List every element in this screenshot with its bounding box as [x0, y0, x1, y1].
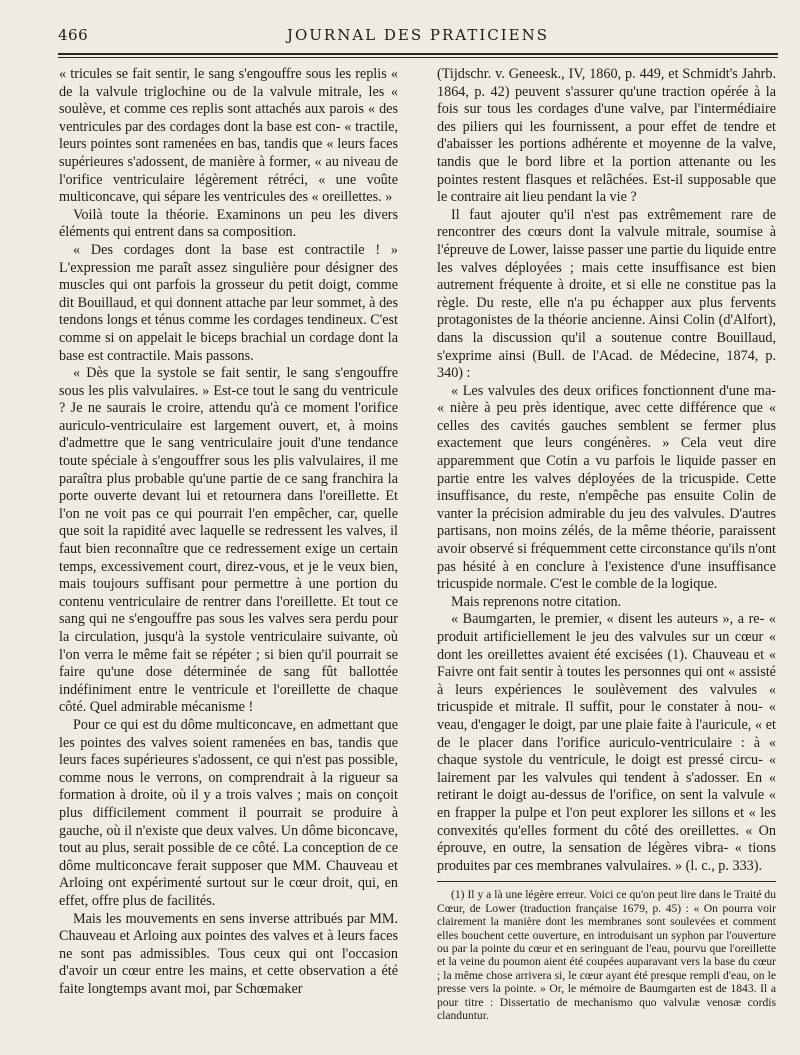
footnote-rule — [437, 881, 776, 882]
footnote: (1) Il y a là une légère erreur. Voici ce qu'on peut lire dans le Traité du Cœur, de Lower (traduction française 1679, p. 45) : « On pourra voir clairement la manière dont les membranes sont soulevées et comment elles bouchent cette ouverture, en introduisant un syphon par l'ouverture ou par la pointe du cœur et en seringuant de l'eau, pourvu que l'oreillette et la veine du poumon aient été coupées auparavant vers la base du cœur ; la même chose arrivera si, le cœur ayant été presque rempli d'eau, on le presse vers la pointe. » Or, le mémoire de Baumgarten est de 1843. Il a pour titre : Dissertatio de mechanismo quo valvulæ venosæ cordis clanduntur. — [437, 888, 776, 1022]
footnotes — [437, 888, 776, 1022]
journal-title: JOURNAL DES PRATICIENS — [286, 26, 550, 44]
paragraph: « tricules se fait sentir, le sang s'engouffre sous les replis « de la valvule triglochine ou de la valvule mitrale, les « soulève, et comme ces replis sont attachés aux parois « des ventricules par des cordages dont la base est con- « tractile, leurs pointes sont ramenées en bas, tandis que « leurs faces supérieures s'adossent, de manière à former, « au niveau de l'orifice ventriculaire légèrement rétréci, « une voûte multiconcave, qui sépare les ventricules des « oreillettes. » — [59, 66, 398, 206]
paragraph: Mais reprenons notre citation. — [451, 593, 622, 610]
paragraph: « Baumgarten, le premier, « disent les auteurs », a re- « produit artificiellement le jeu des valvules sur un cœur « dont les oreillettes avaient été excisées (1). Chauveau et « Faivre ont fait sentir à toutes les personnes qui ont « assisté à leurs expériences le soulèvement des valvules « tricuspide et mitrale. Il suffit, pour le constater à nou- « veau, d'engager le doigt, par une plaie faite à l'auricule, « et de le placer dans l'orifice auriculo-ventriculaire : à « chaque systole du ventricule, le doigt est pressé circu- « lairement par les valvules qui tendent à s'adosser. En « retirant le doigt au-dessus de l'orifice, on sent la valvule « en frapper la pulpe et l'on peut explorer les sillons et « les convexités qu'elles forment du côté des oreillettes. « On éprouve, en outre, la sensation de légères vibra- « tions produites par ces membranes valvulaires. » (l. c., p. 333). — [437, 611, 776, 874]
header-rule — [58, 53, 778, 55]
right-column — [437, 66, 776, 1022]
paragraph: Pour ce qui est du dôme multiconcave, en admettant que les pointes des valves soient ramenées en bas, tandis que leurs faces supérieures s'adossent, ce qui n'est pas possible, comme nous le verrons, on comprendrait à la rigueur sa formation à droite, où il y a trois valves ; mais on conçoit plus difficilement comment il pourrait se produire à gauche, où il n'existe que deux valves. Un dôme biconcave, tout au plus, serait possible de ce côté. La conception de ce dôme multiconcave ferait supposer que MM. Chauveau et Arloing ont expérimenté surtout sur le cœur droit, qui, en effet, offre plus de facilités. — [59, 716, 398, 909]
left-column — [59, 66, 398, 998]
paragraph: « Des cordages dont la base est contractile ! » L'expression me paraît assez singulière pour désigner des muscles qui ont parfois la grosseur du petit doigt, comme dit Bouillaud, et qui donnent attache par leur sommet, à des tendons longs et ténus comme les cordages tendineux. C'est comme si on appelait le biceps brachial un cordage dont la base est contractile. Mais passons. — [59, 241, 398, 364]
paragraph: (Tijdschr. v. Geneesk., IV, 1860, p. 449, et Schmidt's Jahrb. 1864, p. 42) peuvent s'assurer qu'une traction opérée à la fois sur tous les cordages d'une valve, par l'intermédiaire des piliers qui les fournissent, a pour effet de tendre et d'abaisser les portions adhérente et moyenne de la valve, tandis que le bord libre et la portion attenante ou les pointes restent flasques et relâchées. Est-il supposable que le contraire ait lieu pendant la vie ? — [437, 66, 776, 206]
paragraph: Il faut ajouter qu'il n'est pas extrêmement rare de rencontrer des cœurs dont la valvule mitrale, soumise à l'épreuve de Lower, laisse passer une partie du liquide entre les valves déployées ; mais cette insuffisance est bien autrement fréquente à droite, et si elle ne constitue pas la règle. Du reste, elle n'a pu échapper aux plus fervents protagonistes de la théorie ancienne. Ainsi Colin (d'Alfort), dans la discussion qu'il a soutenue contre Bouillaud, s'exprime ainsi (Bull. de l'Acad. de Médecine, 1874, p. 340) : — [437, 206, 776, 382]
paragraph: « Les valvules des deux orifices fonctionnent d'une ma- « nière à peu près identique, avec cette différence que « celles des cavités gauches semblent se fermer plus exactement que leurs congénères. » Cela veut dire apparemment que Cotin a vu parfois le liquide passer en partie entre les valves déployées de la tricuspide. Cette insuffisance, du reste, n'empêche pas ensuite Colin de vanter la précision admirable du jeu des valvules. D'autres partisans, non moins zélés, de la même théorie, paraissent avoir observé si fréquemment cette circonstance qu'ils n'ont pas hésité à en conclure à l'existence d'une insuffisance tricuspide normale. C'est le comble de la logique. — [437, 382, 776, 593]
header-rule-thin — [58, 57, 778, 58]
page-number: 466 — [58, 26, 89, 44]
paragraph: Voilà toute la théorie. Examinons un peu les divers éléments qui entrent dans sa composition. — [59, 206, 398, 241]
page-header — [58, 26, 778, 52]
paragraph: « Dès que la systole se fait sentir, le sang s'engouffre sous les plis valvulaires. » Est-ce tout le sang du ventricule ? Je ne saurais le croire, attendu qu'à ce moment l'orifice auriculo-ventriculaire est largement ouvert, et, à moins d'admettre que le sang ventriculaire jouit d'une tendance toute spéciale à s'engouffrer sous les plis valvulaires, il me paraîtra plus probable qu'une partie de ce sang franchira la porte ouverte devant lui et retournera dans l'oreillette. Et l'on ne voit pas ce qui pourrait l'en empêcher, car, quelle que soit la rapidité avec laquelle se redressent les valves, il faut bien reconnaître que ce redressement exige un certain temps, excessivement court, direz-vous, et je le veux bien, mais toujours suffisant pour permettre à une portion du contenu ventriculaire de rentrer dans l'oreillette. Et tout ce sang qui ne s'engouffre pas sous les valves sera perdu pour la circulation, jusqu'à la systole ventriculaire suivante, où l'on verra le même fait se répéter ; si bien qu'il pourrait se faire qu'une dose déterminée de sang fût ballottée indéfiniment entre le ventricule et l'oreillette de chaque côté. Quel admirable mécanisme ! — [59, 365, 398, 716]
paragraph: Mais les mouvements en sens inverse attribués par MM. Chauveau et Arloing aux pointes des valves et à leurs faces ne sont pas admissibles. Tous ceux qui ont l'occasion d'avoir un cœur entre les mains, et cette observation a été faite longtemps avant moi, par Schœmaker — [59, 910, 398, 997]
